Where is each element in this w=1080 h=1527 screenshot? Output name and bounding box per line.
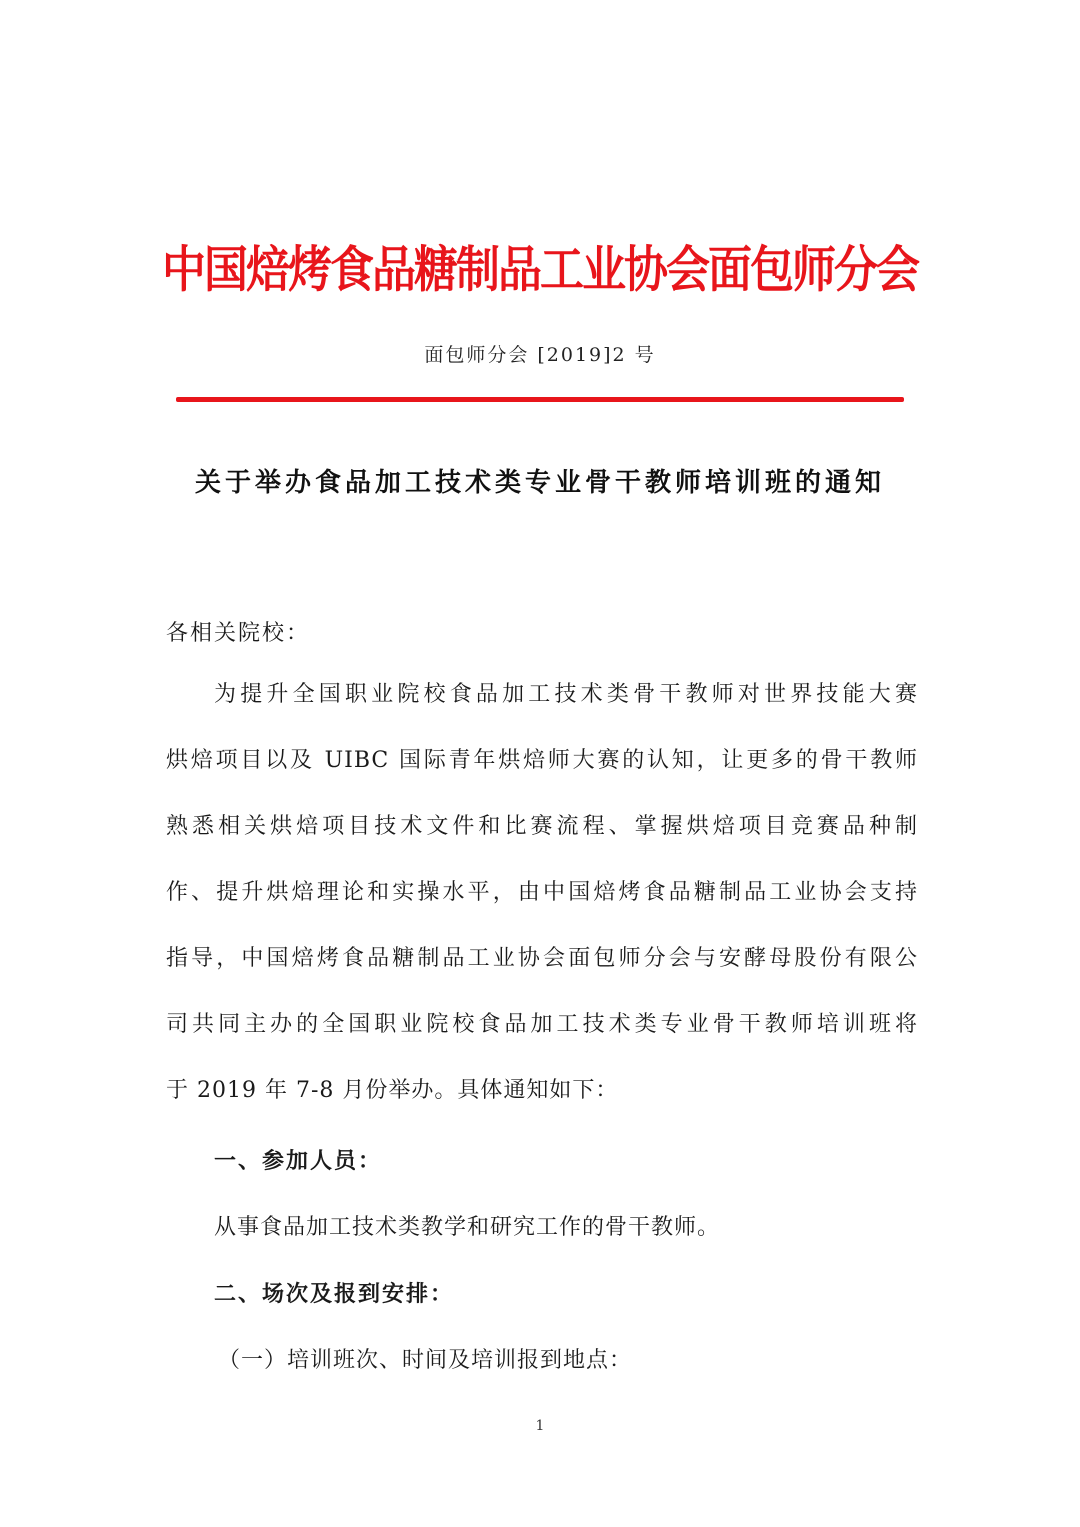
- page-number: 1: [535, 1418, 545, 1434]
- paragraph-line: 于 2019 年 7-8 月份举办。具体通知如下：: [166, 1078, 619, 1103]
- section-heading-participants: 一、参加人员：: [214, 1148, 383, 1174]
- letterhead-red-rule: [176, 397, 904, 402]
- participants-text: 从事食品加工技术类教学和研究工作的骨干教师。: [214, 1215, 721, 1240]
- paragraph-line: 烘焙项目以及 UIBC 国际青年烘焙师大赛的认知，让更多的骨干教师: [166, 748, 918, 773]
- paragraph-line: 司共同主办的全国职业院校食品加工技术类专业骨干教师培训班将: [166, 1012, 918, 1037]
- paragraph-line: 熟悉相关烘焙项目技术文件和比赛流程、掌握烘焙项目竞赛品种制: [166, 814, 918, 839]
- paragraph-line: 为提升全国职业院校食品加工技术类骨干教师对世界技能大赛: [214, 682, 918, 707]
- section-heading-schedule: 二、场次及报到安排：: [214, 1281, 455, 1307]
- sub-heading-schedule: （一）培训班次、时间及培训报到地点：: [218, 1348, 633, 1373]
- paragraph-line: 作、提升烘焙理论和实操水平，由中国焙烤食品糖制品工业协会支持: [166, 880, 918, 905]
- document-number: 面包师分会 [2019]2 号: [424, 344, 656, 366]
- letterhead-organization: 中国焙烤食品糖制品工业协会面包师分会: [162, 241, 918, 299]
- notice-title: 关于举办食品加工技术类专业骨干教师培训班的通知: [194, 468, 885, 498]
- salutation: 各相关院校：: [166, 621, 311, 646]
- paragraph-line: 指导，中国焙烤食品糖制品工业协会面包师分会与安酵母股份有限公: [166, 946, 918, 971]
